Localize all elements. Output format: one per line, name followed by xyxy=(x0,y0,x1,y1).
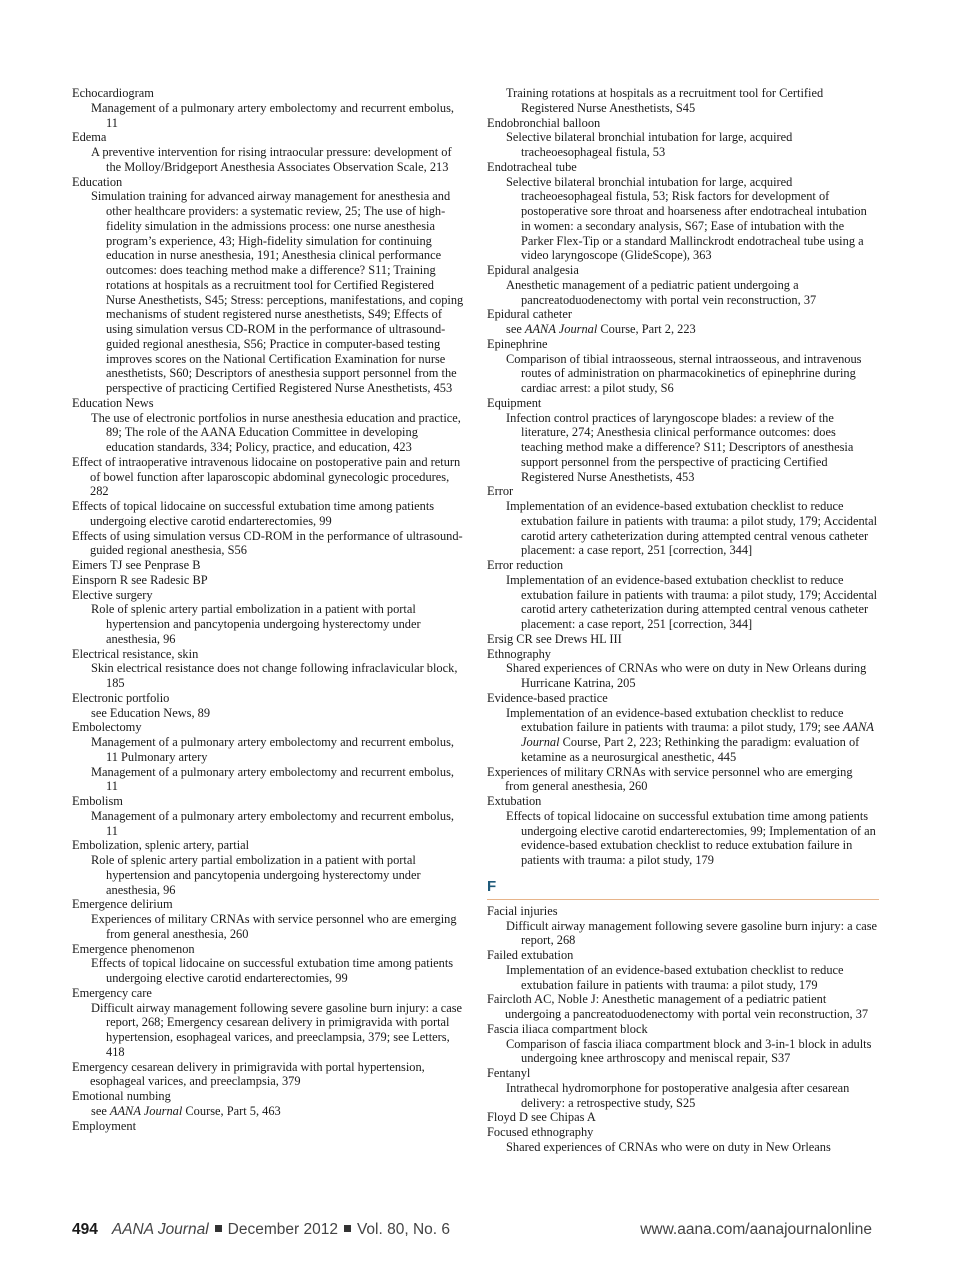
page-footer xyxy=(72,1221,872,1243)
index-subentry: Intrathecal hydromorphone for postoperative analgesia after cesarean delivery: a retrospective study, S25 xyxy=(506,1080,850,1110)
index-subentry: Implementation of an evidence-based extubation checklist to reduce extubation failure in patients with trauma: a pilot study, 179; see AANA Journal Course, Part 2, 223; Rethinking the paradigm: evaluation of ketamine as a neurosurgical anesthetic, 445 xyxy=(506,705,874,764)
index-entry xyxy=(487,558,879,632)
index-term: Emergency cesarean delivery in primigravida with portal hypertension, esophageal varices, and preeclampsia, 379 xyxy=(72,1059,425,1089)
index-entry xyxy=(487,116,879,160)
index-entry xyxy=(72,691,464,721)
index-entry xyxy=(72,529,464,559)
index-term: Error xyxy=(487,484,514,499)
index-subentry: Implementation of an evidence-based extubation checklist to reduce extubation failure in patients with trauma: a pilot study, 179 xyxy=(506,962,844,992)
index-subentry: see AANA Journal Course, Part 5, 463 xyxy=(91,1103,281,1118)
index-entry xyxy=(487,337,879,396)
index-entry xyxy=(72,396,464,455)
index-subentry: Management of a pulmonary artery embolectomy and recurrent embolus, 11 xyxy=(91,764,454,794)
index-column-right xyxy=(487,86,879,1155)
index-term: Extubation xyxy=(487,794,542,808)
index-entry xyxy=(487,794,879,868)
index-subentry: Shared experiences of CRNAs who were on duty in New Orleans xyxy=(506,1139,831,1154)
index-subentry: Difficult airway management following severe gasoline burn injury: a case report, 268; Emergency cesarean delivery in primigravida with portal hypertension, esophageal varices, and preeclampsia, 379; see Letters, 418 xyxy=(91,1000,463,1059)
index-term: Evidence-based practice xyxy=(487,690,608,705)
index-term: Einsporn R see Radesic BP xyxy=(72,572,208,587)
index-section-e-continued xyxy=(487,86,879,868)
index-entry xyxy=(487,1125,879,1155)
index-term: Emergence phenomenon xyxy=(72,941,195,956)
index-entry xyxy=(72,175,464,396)
index-entry xyxy=(487,992,879,1022)
index-term: Epidural analgesia xyxy=(487,263,579,277)
index-entry xyxy=(72,1060,464,1090)
index-term: Fentanyl xyxy=(487,1066,531,1080)
index-term: Eimers TJ see Penprase B xyxy=(72,558,201,572)
index-term: Effects of topical lidocaine on successful extubation time among patients undergoing elective carotid endarterectomies, 99 xyxy=(72,499,435,528)
index-term: Endotracheal tube xyxy=(487,159,577,174)
index-subentry: Management of a pulmonary artery embolectomy and recurrent embolus, 11 xyxy=(91,808,454,838)
index-term: Epinephrine xyxy=(487,336,548,351)
index-column-left xyxy=(72,86,464,1133)
index-term: Education News xyxy=(72,395,154,410)
index-entry xyxy=(487,160,879,263)
index-subentry: Training rotations at hospitals as a recruitment tool for Certified Registered Nurse Anesthetists, S45 xyxy=(506,86,824,115)
index-subentry: A preventive intervention for rising intraocular pressure: development of the Molloy/Bridgeport Anesthesia Associates Observation Scale, 213 xyxy=(91,145,452,174)
index-term: Emergence delirium xyxy=(72,897,173,912)
index-subentry: Management of a pulmonary artery embolectomy and recurrent embolus, 11 Pulmonary artery xyxy=(91,735,454,764)
index-entry xyxy=(487,86,879,116)
page-number: 494 xyxy=(72,1221,98,1238)
index-subentry: Implementation of an evidence-based extubation checklist to reduce extubation failure in patients with trauma: a pilot study, 179; Accidental carotid artery catheterization during attempted central venous catheter placement: a case report, 251 [correction, 344] xyxy=(506,499,878,558)
index-term: Embolectomy xyxy=(72,720,142,735)
index-term: Ethnography xyxy=(487,646,552,661)
index-entry xyxy=(487,484,879,558)
index-entry xyxy=(72,647,464,691)
index-term: Effect of intraoperative intravenous lidocaine on postoperative pain and return of bowel function after laparoscopic abdominal gynecologic procedures, 282 xyxy=(72,454,461,499)
index-term: Endobronchial balloon xyxy=(487,115,601,130)
index-entry xyxy=(72,720,464,794)
journal-url: www.aana.com/aanajournalonline xyxy=(640,1221,872,1238)
index-subentry: The use of electronic portfolios in nurse anesthesia education and practice, 89; The role of the AANA Education Committee in developing education standards, 334; Policy, practice, and education, 423 xyxy=(91,410,461,454)
index-subentry: Selective bilateral bronchial intubation for large, acquired tracheoesophageal fistula, 53 xyxy=(506,130,793,159)
index-term: Faircloth AC, Noble J: Anesthetic management of a pediatric patient undergoing a pancreatoduodenectomy with portal vein reconstruction, 37 xyxy=(487,992,869,1021)
index-term: Electrical resistance, skin xyxy=(72,646,199,661)
index-entry xyxy=(487,765,879,795)
index-subentry: see Education News, 89 xyxy=(91,705,211,720)
index-term: Epidural catheter xyxy=(487,307,572,322)
index-entry xyxy=(487,647,879,691)
index-term: Emotional numbing xyxy=(72,1089,171,1103)
index-entry xyxy=(487,632,879,647)
index-term: Employment xyxy=(72,1118,137,1133)
index-entry xyxy=(487,904,879,948)
index-entry xyxy=(72,942,464,986)
index-subentry: Comparison of fascia iliaca compartment block and 3-in-1 block in adults undergoing knee arthroscopy and meniscal repair, S37 xyxy=(506,1036,872,1066)
index-entry xyxy=(72,986,464,1060)
issue-date: December 2012 xyxy=(227,1221,338,1238)
index-subentry: Role of splenic artery partial embolization in a patient with portal hypertension and pancytopenia undergoing hysterectomy under anesthesia, 96 xyxy=(91,602,421,646)
index-entry xyxy=(487,1110,879,1125)
index-subentry: Comparison of tibial intraosseous, sternal intraosseous, and intravenous routes of administration on pharmacokinetics of epinephrine during cardiac arrest: a pilot study, S6 xyxy=(506,351,862,395)
index-term: Embolization, splenic artery, partial xyxy=(72,838,250,853)
index-subentry: Simulation training for advanced airway management for anesthesia and other healthcare providers: a systematic review, 25; The use of high-fidelity simulation in the admissions process: one nurse anesthesia program’s experience, 43; High-fidelity simulation for continuing education in nurse anesthesia, 191; Anesthesia clinical performance outcomes: does teaching method make a difference? S11; Training rotations at hospitals as a recruitment tool for Certified Registered Nurse Anesthetists, S45; Stress: perceptions, manifestations, and coping mechanisms of student registered nurse anesthetists, S49; Effects of using simulation versus CD-ROM in the performance of ultrasound-guided regional anesthesia, S56; Practice in computer-based testing improves scores on the National Certification Examination for nurse anesthetists, S60; Descriptors of anesthesia support personnel from the perspective of practicing Certified Registered Nurse Anesthetists, 453 xyxy=(91,189,464,395)
separator-square-icon xyxy=(215,1225,222,1232)
index-entry xyxy=(487,263,879,307)
index-entry xyxy=(72,573,464,588)
index-entry xyxy=(72,897,464,941)
index-subentry: Skin electrical resistance does not change following infraclavicular block, 185 xyxy=(91,661,458,690)
index-term: Error reduction xyxy=(487,558,564,572)
index-subentry: Shared experiences of CRNAs who were on duty in New Orleans during Hurricane Katrina, 205 xyxy=(506,661,867,690)
index-subentry: Difficult airway management following severe gasoline burn injury: a case report, 268 xyxy=(506,918,878,948)
index-subentry: Selective bilateral bronchial intubation for large, acquired tracheoesophageal fistula, 53; Risk factors for development of postoperative sore throat and hoarseness after endotracheal intubation in women: a secondary analysis, S67; Ease of intubation with the Parker Flex-Tip or a standard Mallinckrodt endotracheal tube using a video laryngoscope (GlideScope), 363 xyxy=(506,174,867,263)
index-term: Echocardiogram xyxy=(72,86,154,100)
index-subentry: Experiences of military CRNAs with service personnel who are emerging from general anesthesia, 260 xyxy=(91,912,457,941)
index-entry xyxy=(72,588,464,647)
index-term: Fascia iliaca compartment block xyxy=(487,1021,648,1036)
section-letter-heading: F xyxy=(487,878,879,900)
index-term: Facial injuries xyxy=(487,903,558,918)
separator-square-icon xyxy=(344,1225,351,1232)
index-subentry: Effects of topical lidocaine on successful extubation time among patients undergoing elective carotid endarterectomies, 99 xyxy=(91,956,454,985)
index-term: Ersig CR see Drews HL III xyxy=(487,631,622,646)
index-term: Emergency care xyxy=(72,985,152,1000)
index-term: Focused ethnography xyxy=(487,1125,594,1139)
index-term: Floyd D see Chipas A xyxy=(487,1110,596,1125)
index-term: Failed extubation xyxy=(487,948,574,962)
index-term: Edema xyxy=(72,130,107,145)
index-entry xyxy=(72,1119,464,1134)
volume-issue: Vol. 80, No. 6 xyxy=(356,1221,451,1238)
index-entry xyxy=(487,1066,879,1110)
index-entry xyxy=(72,86,464,130)
index-subentry: Implementation of an evidence-based extubation checklist to reduce extubation failure in patients with trauma: a pilot study, 179; Accidental carotid artery catheterization during attempted central venous catheter placement: a case report, 251 [correction, 344] xyxy=(506,572,878,631)
index-entry xyxy=(72,1089,464,1119)
index-subentry: Management of a pulmonary artery embolectomy and recurrent embolus, 11 xyxy=(91,100,454,130)
index-term: Experiences of military CRNAs with service personnel who are emerging from general anesthesia, 260 xyxy=(487,764,853,794)
journal-name: AANA Journal xyxy=(111,1221,209,1238)
index-entry xyxy=(487,691,879,765)
index-entry xyxy=(487,1022,879,1066)
index-entry xyxy=(72,794,464,838)
index-entry xyxy=(487,307,879,337)
index-subentry: Effects of topical lidocaine on successful extubation time among patients undergoing elective carotid endarterectomies, 99; Implementation of an evidence-based extubation checklist to reduce extubation failure in patients with trauma: a pilot study, 179 xyxy=(506,808,876,867)
index-entry xyxy=(487,948,879,992)
index-entry xyxy=(72,499,464,529)
index-subentry: Anesthetic management of a pediatric patient undergoing a pancreatoduodenectomy with portal vein reconstruction, 37 xyxy=(506,277,817,307)
index-subentry: see AANA Journal Course, Part 2, 223 xyxy=(506,322,696,336)
index-section-f xyxy=(487,904,879,1155)
index-entry xyxy=(72,455,464,499)
index-term: Electronic portfolio xyxy=(72,690,170,705)
index-entry xyxy=(72,838,464,897)
index-term: Equipment xyxy=(487,395,542,410)
index-entry xyxy=(72,130,464,174)
index-term: Effects of using simulation versus CD-ROM in the performance of ultrasound-guided regional anesthesia, S56 xyxy=(72,528,463,558)
index-entry xyxy=(487,396,879,485)
index-subentry: Infection control practices of laryngoscope blades: a review of the literature, 274; Anesthesia clinical performance outcomes: does teaching method make a difference? S11; Descriptors of anesthesia support personnel from the perspective of practicing Certified Registered Nurse Anesthetists, 453 xyxy=(506,410,854,484)
index-term: Embolism xyxy=(72,794,123,808)
index-entry xyxy=(72,558,464,573)
index-subentry: Role of splenic artery partial embolization in a patient with portal hypertension and pancytopenia undergoing hysterectomy under anesthesia, 96 xyxy=(91,853,421,897)
index-term: Elective surgery xyxy=(72,587,153,602)
index-term: Education xyxy=(72,174,123,189)
